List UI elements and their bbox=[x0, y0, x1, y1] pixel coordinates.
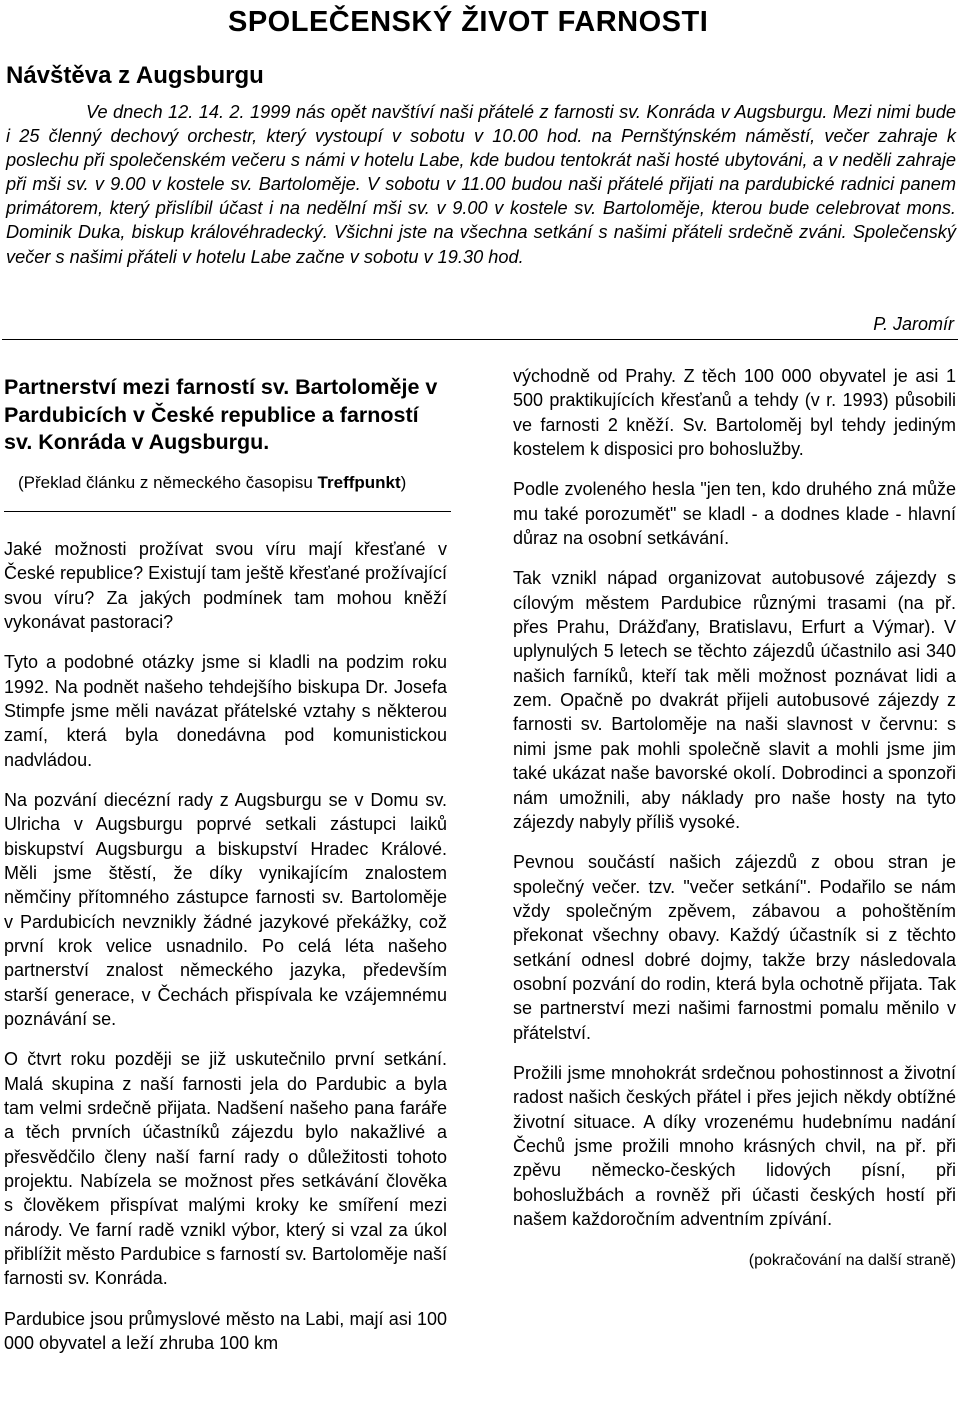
article-title: Partnerství mezi farností sv. Bartoloměje v Pardubicích v České republice a farností sv. Konráda v Augsburgu. bbox=[4, 375, 438, 454]
article-left-column bbox=[4, 374, 447, 1356]
article-paragraph: Tyto a podobné otázky jsme si kladli na podzim roku 1992. Na podnět našeho tehdejšího biskupa Dr. Josefa Stimpfe jsme měli navázat přátelské vztahy s některou zamí, která byla donedávna pod komunistickou nadvládou. bbox=[4, 652, 447, 770]
source-note-prefix: (Překlad článku z německého časopisu bbox=[18, 472, 318, 492]
article-paragraph: Podle zvoleného hesla "jen ten, kdo druhého zná může mu také porozumět" se kladl - a dodnes klade - hlavní důraz na osobní setkávání. bbox=[513, 479, 956, 549]
article-right-column bbox=[513, 364, 956, 1274]
article-paragraph: východně od Prahy. Z těch 100 000 obyvatel je asi 1 500 praktikujících křesťanů a tehdy (v r. 1993) působili ve farnosti 2 kněží. Sv. Bartoloměj byl tehdy jediným kostelem k disposici pro bohoslužby. bbox=[513, 366, 956, 460]
article-source-note bbox=[4, 471, 447, 495]
article-paragraph: Pardubice jsou průmyslové město na Labi, mají asi 100 000 obyvatel a leží zhruba 100 km bbox=[4, 1308, 447, 1354]
section-title: SPOLEČENSKÝ ŽIVOT FARNOSTI bbox=[228, 6, 709, 38]
source-magazine-name: Treffpunkt bbox=[317, 472, 401, 492]
article-paragraph: Na pozvání diecézní rady z Augsburgu se v Domu sv. Ulricha v Augsburgu poprvé setkali zástupci laiků biskupství Augsburgu a biskupství Hradec Králové. Měli jsme štěstí, že díky vynikajícím znalostem němčiny přítomného zástupce farnosti sv. Bartoloměje v Pardubicích nevznikly žádné jazykové překážky, což první krok velice usnadnilo. Po celá léta našeho partnerství znalost německého jazyka, především starší generace, v Čechách přispívala ke vzájemnému poznávání se. bbox=[4, 789, 447, 1030]
continuation-note: (pokračování na další straně) bbox=[748, 1252, 956, 1270]
article-paragraph: Jaké možnosti prožívat svou víru mají křesťané v České republice? Existují tam ještě křesťané prožívající svou víru? Za jakých podmínek tam mohou kněží vykonávat pastoraci? bbox=[4, 538, 447, 632]
article-paragraph: Tak vznikl nápad organizovat autobusové zájezdy s cílovým městem Pardubice různými trasami (na př. přes Prahu, Drážďany, Bratislavu, Erfurt a Výmar). V uplynulých 5 letech se těchto zájezdů účastnilo asi 340 našich farníků, kteří tak měli možnost poznávat lidi a zem. Opačně po dvakrát přijeli autobusové zájezdy z farnosti sv. Bartoloměje na naši slavnost v červnu: s nimi jsme pak mohli společně slavit a mohli jsme jim také ukázat naše bavorské okolí. Dobrodinci a sponzoři nám umožnili, aby náklady pro naše hosty na tyto zájezdy nabyly příliš vysoké. bbox=[513, 568, 956, 832]
visit-heading: Návštěva z Augsburgu bbox=[6, 62, 264, 89]
article-paragraph: Prožili jsme mnohokrát srdečnou pohostinnost a životní radost našich českých přátel i přes jejich někdy obtížné životní situace. A díky vrozenému hudebnímu nadání Čechů jsme prožili mnoho krásných chvil, na př. při zpěvu německo-českých lidových písní, při bohoslužbách a rovněž při účasti českých hostí při našem každoročním adventním zpívání. bbox=[513, 1062, 956, 1229]
source-note-suffix: ) bbox=[400, 472, 407, 492]
signature: P. Jaromír bbox=[873, 314, 954, 334]
article-paragraph: O čtvrt roku později se již uskutečnilo první setkání. Malá skupina z naší farnosti jela do Pardubic a byla tam velmi srdečně přijata. Nadšení našeho pana faráře a těch prvních účastníků zájezdu bylo nakažlivé a přesvědčilo členy naší farní rady o důležitosti tohoto projektu. Nabízela se možnost přes setkávání člověka s člověkem přispívat malými kroky ke smíření mezi národy. Ve farní radě vznikl výbor, který si vzal za úkol přiblížit město Pardubice s farností sv. Bartoloměje naší farnosti sv. Konráda. bbox=[4, 1049, 447, 1289]
section-divider bbox=[2, 339, 958, 340]
article-paragraph: Pevnou součástí našich zájezdů z obou stran je společný večer. tzv. "večer setkání". Podařilo se nám vždy společným zpěvem, zábavou a pohoštěním překonat všechny obavy. Každý účastník si z těchto setkání odnesl dobré dojmy, takže brzy následovala osobní pozvání do rodin, která byla ochotně přijata. Tak se partnerství mezi našimi farnostmi pomalu měnilo v přátelství. bbox=[513, 852, 956, 1043]
visit-text: Ve dnech 12. 14. 2. 1999 nás opět navštíví naši přátelé z farnosti sv. Konráda v Augsburgu. Mezi nimi bude i 25 členný dechový orchestr, který vystoupí v sobotu v 10.00 hod. na Pernštýnském náměstí, večer zahraje k poslechu při společenském večeru s námi v hotelu Labe, kde budou tentokrát naši hosté ubytováni, a v neděli zahraje při mši sv. v 9.00 v kostele sv. Bartoloměje. V sobotu v 11.00 budou naši přátelé přijati na pardubické radnici panem primátorem, který přislíbil účast i na nedělní mši sv. v 9.00 v kostele sv. Bartoloměje, kterou bude celebrovat mons. Dominik Duka, biskup královéhradecký. Všichni jste na všechna setkání s našimi přáteli srdečně zváni. Společenský večer s našimi přáteli v hotelu Labe začne v sobotu v 19.30 hod. bbox=[6, 102, 956, 267]
visit-announcement bbox=[6, 100, 956, 269]
subtitle-divider bbox=[4, 511, 451, 512]
